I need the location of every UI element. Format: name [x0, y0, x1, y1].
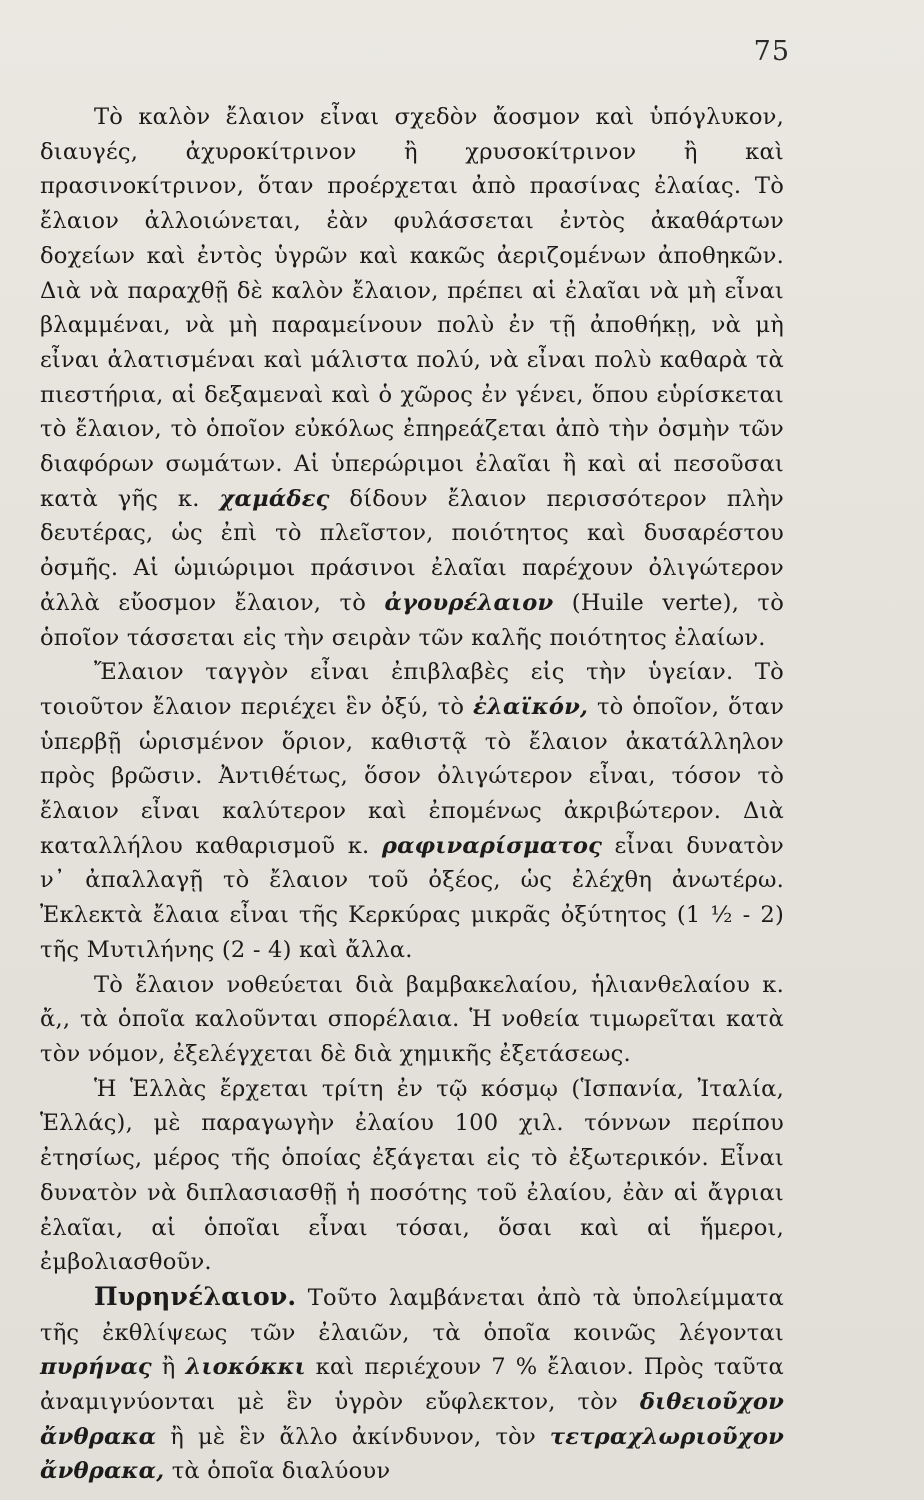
emphasized-term: ραφιναρίσματος [381, 832, 603, 859]
paragraph-pomace-oil [40, 1280, 784, 1489]
text-run: Τὸ ἔλαιον νοθεύεται διὰ βαμβακελαίου, ἡλιανθελαίου κ. ἄ,, τὰ ὁποῖα καλοῦνται σπορέλαια. Ἡ νοθεία τιμωρεῖται κατὰ τὸν νόμον, ἐξελέγχεται δὲ διὰ χημικῆς ἐξετάσεως. [40, 971, 784, 1067]
text-run: εἶναι δυνατὸν ν᾿ ἀπαλλαγῇ τὸ ἔλαιον τοῦ ὀξέος, ὡς ἐλέχθη ἀνωτέρω. Ἐκλεκτὰ ἔλαια εἶναι τῆς Κερκύρας μικρᾶς ὀξύτητος (1 ½ - 2) τῆς Μυτιλήνης (2 - 4) καὶ ἄλλα. [40, 832, 784, 963]
text-run: τὸ ὁποῖον, ὅταν ὑπερβῇ ὡρισμένον ὅριον, καθιστᾷ τὸ ἔλαιον ἀκατάλληλον πρὸς βρῶσιν. Ἀντιθέτως, ὅσον ὀλιγώτερον εἶναι, τόσον τὸ ἔλαιον εἶναι καλύτερον καὶ ἐπομένως ἀκριβώτερον. Διὰ καταλλήλου καθαρισμοῦ κ. [40, 693, 785, 859]
paragraph-adulteration [40, 968, 784, 1072]
text-run: Ἔλαιον ταγγὸν εἶναι ἐπιβλαβὲς εἰς τὴν ὑγείαν. Τὸ τοιοῦτον ἔλαιον περιέχει ἓν ὀξύ, τὸ [40, 659, 784, 720]
emphasized-term: τετραχλωριοῦχον ἄνθρακα, [40, 1423, 784, 1485]
section-heading: Πυρηνέλαιον. [94, 1281, 297, 1311]
paragraph-greek-production [40, 1072, 784, 1280]
text-run: δίδουν ἔλαιον περισσότερον πλὴν δευτέρας, ὡς ἐπὶ τὸ πλεῖστον, ποιότητος καὶ δυσαρέστου ὀσμῆς. Αἱ ὡμιώριμοι πράσινοι ἐλαῖαι παρέχουν ὀλιγώτερον ἀλλὰ εὔοσμον ἔλαιον, τὸ [40, 485, 784, 616]
emphasized-term: ἀγουρέλαιον [384, 589, 554, 616]
body-text [40, 100, 784, 1489]
text-run: τὰ ὁποῖα διαλύουν [164, 1458, 391, 1485]
text-run: ἢ μὲ ἓν ἄλλο ἀκίνδυνον, τὸν [156, 1423, 550, 1450]
text-run: Ἡ Ἑλλὰς ἔρχεται τρίτη ἐν τῷ κόσμῳ (Ἱσπανία, Ἰταλία, Ἑλλάς), μὲ παραγωγὴν ἐλαίου 100 χιλ. τόννων περίπου ἐτησίως, μέρος τῆς ὁποίας ἐξάγεται εἰς τὸ ἐξωτερικόν. Εἶναι δυνατὸν νὰ διπλασιασθῇ ἡ ποσότης τοῦ ἐλαίου, ἐὰν αἱ ἄγριαι ἐλαῖαι, αἱ ὁποῖαι εἶναι τόσαι, ὅσαι καὶ αἱ ἥμεροι, ἐμβολιασθοῦν. [40, 1075, 784, 1276]
emphasized-term: χαμάδες [219, 485, 330, 512]
paragraph-olive-oil-quality [40, 100, 784, 655]
paragraph-rancid-oil [40, 655, 784, 967]
text-run: Τοῦτο λαμβάνεται ἀπὸ τὰ ὑπολείμματα τῆς ἐκθλίψεως τῶν ἐλαιῶν, τὰ ὁποῖα κοινῶς λέγονται [40, 1284, 784, 1346]
text-run: καὶ περιέχουν 7 % ἔλαιον. Πρὸς ταῦτα ἀναμιγνύονται μὲ ἓν ὑγρὸν εὔφλεκτον, τὸν [40, 1354, 784, 1416]
text-run: ἢ [151, 1354, 186, 1381]
emphasized-term: διθειοῦχον ἄνθρακα [40, 1389, 784, 1450]
emphasized-term: πυρήνας [40, 1354, 152, 1381]
emphasized-term: λιοκόκκι [185, 1354, 306, 1381]
emphasized-term: ἐλαϊκόν, [473, 693, 589, 720]
text-run: (Huile verte), τὸ ὁποῖον τάσσεται εἰς τὴν σειρὰν τῶν καλῆς ποιότητος ἐλαίων. [40, 589, 784, 651]
text-run: Τὸ καλὸν ἔλαιον εἶναι σχεδὸν ἄοσμον καὶ ὑπόγλυκον, διαυγές, ἀχυροκίτρινον ἢ χρυσοκίτρινον ἢ καὶ πρασινοκίτρινον, ὅταν προέρχεται ἀπὸ πρασίνας ἐλαίας. Τὸ ἔλαιον ἀλλοιώνεται, ἐὰν φυλάσσεται ἐντὸς ἀκαθάρτων δοχείων καὶ ἐντὸς ὑγρῶν καὶ κακῶς ἀεριζομένων ἀποθηκῶν. Διὰ νὰ παραχθῇ δὲ καλὸν ἔλαιον, πρέπει αἱ ἐλαῖαι νὰ μὴ εἶναι βλαμμέναι, νὰ μὴ παραμείνουν πολὺ ἐν τῇ ἀποθήκῃ, νὰ μὴ εἶναι ἀλατισμέναι καὶ μάλιστα πολύ, νὰ εἶναι πολὺ καθαρὰ τὰ πιεστήρια, αἱ δεξαμεναὶ καὶ ὁ χῶρος ἐν γένει, ὅπου εὑρίσκεται τὸ ἔλαιον, τὸ ὁποῖον εὐκόλως ἐπηρεάζεται ἀπὸ τὴν ὀσμὴν τῶν διαφόρων σωμάτων. Αἱ ὑπερώριμοι ἐλαῖαι ἢ καὶ αἱ πεσοῦσαι κατὰ γῆς κ. [40, 104, 784, 512]
page-number: 75 [753, 36, 790, 67]
